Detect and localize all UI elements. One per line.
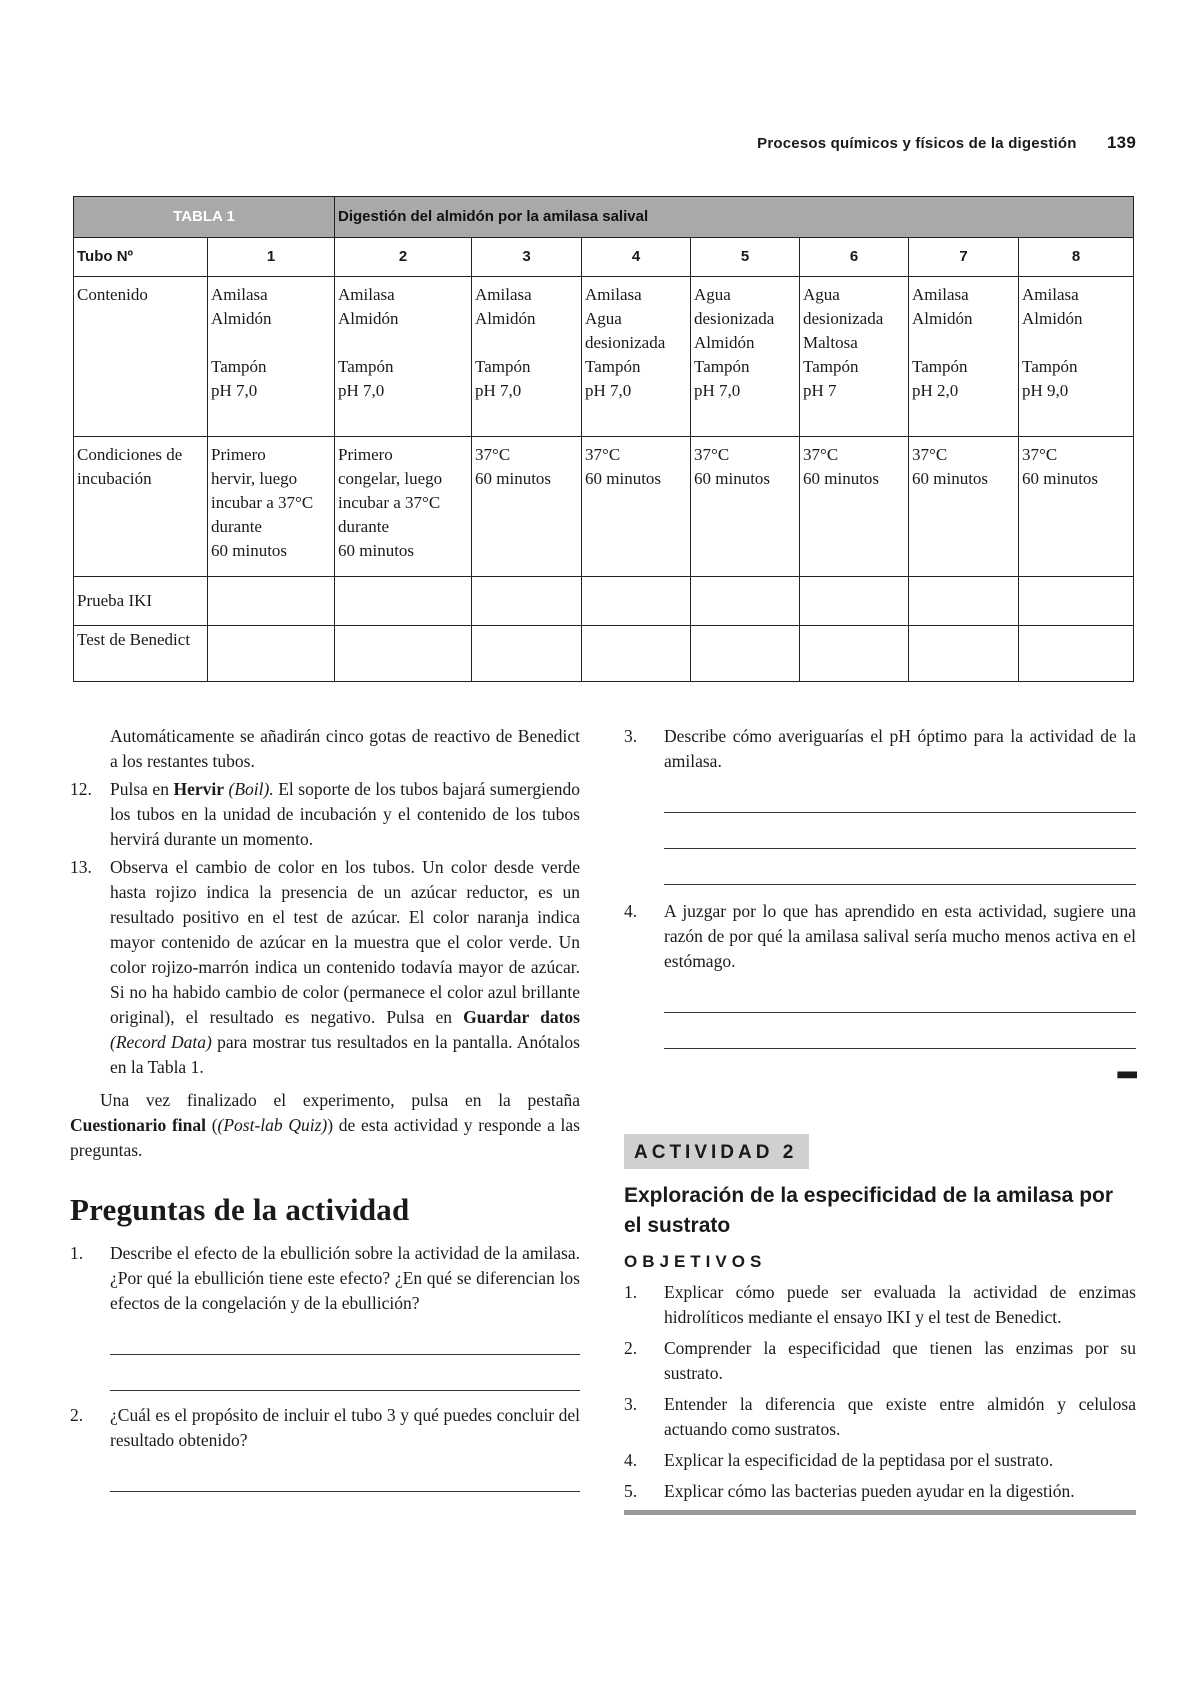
cell-line: Tampón (338, 357, 394, 376)
objective-text: Explicar la especificidad de la peptidasa por el sustrato. (664, 1450, 1054, 1470)
question-4 (624, 899, 1136, 974)
objective-number: 5. (624, 1481, 638, 1501)
cell-line: 37°C (912, 445, 948, 464)
table-cell (909, 277, 1019, 437)
table-cell (208, 277, 335, 437)
objective-item (624, 1448, 1136, 1473)
cell-line: Almidón (211, 309, 272, 328)
table-row-condiciones (74, 437, 1134, 577)
cell-line: incubar a 37°C (211, 493, 314, 512)
table-cell (1019, 437, 1134, 577)
cell-line: desionizada (803, 309, 884, 328)
step-number: 12. (70, 779, 92, 799)
activity-label: ACTIVIDAD 2 (624, 1134, 809, 1169)
questions-heading: Preguntas de la actividad (70, 1192, 410, 1227)
row-label: Condiciones de incubación (74, 437, 208, 577)
cell-line: durante (211, 517, 262, 536)
table-cell (909, 437, 1019, 577)
cell-line: Maltosa (803, 333, 858, 352)
cell-line: pH 7,0 (694, 381, 741, 400)
question-text: ¿Cuál es el propósito de incluir el tubo 3 y qué puedes concluir del resultado obtenido? (110, 1405, 580, 1450)
cell-line: Primero (338, 445, 393, 464)
ui-term: Guardar datos (463, 1007, 580, 1027)
answer-line[interactable] (664, 977, 1136, 1013)
cell-line: Agua (585, 309, 622, 328)
row-label: Test de Benedict (74, 626, 208, 682)
table-cell (335, 277, 472, 437)
cell-line: durante (338, 517, 389, 536)
step-text: Observa el cambio de color en los tubos. Un color desde verde hasta rojizo indica la presencia de un azúcar reductor, es un resultado positivo en el test de azúcar. El color naranja indica mayor contenido de azúcar en la muestra que el color verde. Un color rojizo-marrón indica un contenido todavía mayor de azúcar. Si no ha habido cambio de color (permanece el color azul brillante original), el resultado es negativo. Pulsa en (110, 857, 580, 1027)
cell-line: Tampón (475, 357, 531, 376)
cell-line: Almidón (912, 309, 973, 328)
cell-line: Amilasa (338, 285, 395, 304)
cell-line: Tampón (912, 357, 968, 376)
final-paragraph: Una vez finalizado el experimento, pulsa en la pestaña Cuestionario final ((Post-lab Quiz)) de esta actividad y responde a las preguntas. (70, 1090, 580, 1160)
cell-line: pH 7,0 (475, 381, 522, 400)
cell-line: 37°C (585, 445, 621, 464)
objectives-heading: OBJETIVOS (624, 1252, 767, 1271)
ui-term: Cuestionario final (70, 1115, 206, 1135)
cell-line: hervir, luego (211, 469, 298, 488)
table-label: TABLA 1 (74, 197, 335, 238)
table-cell[interactable] (582, 626, 691, 682)
cell-line (475, 331, 578, 355)
table-header-row (74, 197, 1134, 238)
cell-line: Amilasa (585, 285, 642, 304)
cell-line: desionizada (694, 309, 775, 328)
question-1 (70, 1241, 580, 1316)
cell-line (912, 331, 1015, 355)
objective-text: Explicar cómo puede ser evaluada la actividad de enzimas hidrolíticos mediante el ensayo IKI y el test de Benedict. (664, 1282, 1136, 1327)
question-number: 2. (70, 1405, 84, 1425)
cell-line: congelar, luego (338, 469, 443, 488)
objective-item (624, 1479, 1136, 1504)
table-cell (800, 277, 909, 437)
objective-item (624, 1336, 1136, 1386)
step-13 (70, 855, 580, 1080)
running-head-title: Procesos químicos y físicos de la digestión (757, 135, 1077, 152)
table-cell (691, 277, 800, 437)
objective-text: Explicar cómo las bacterias pueden ayudar en la digestión. (664, 1481, 1075, 1501)
tube-label: Tubo Nº (74, 238, 208, 277)
cell-line: 60 minutos (211, 541, 288, 560)
table-cell (472, 437, 582, 577)
table-cell[interactable] (909, 577, 1019, 626)
table-cell[interactable] (1019, 626, 1134, 682)
question-text: Describe cómo averiguarías el pH óptimo para la actividad de la amilasa. (664, 726, 1136, 771)
step-text: para mostrar tus resultados en la pantalla. Anótalos en la Tabla 1. (110, 1032, 580, 1077)
cell-line (1022, 331, 1130, 355)
cell-line: Agua (803, 285, 840, 304)
objective-text: Comprender la especificidad que tienen las enzimas por su sustrato. (664, 1338, 1136, 1383)
tube-number: 4 (582, 238, 691, 277)
cell-line: Almidón (338, 309, 399, 328)
activity-title: Exploración de la especificidad de la amilasa por el sustrato (624, 1184, 1114, 1237)
row-label: Contenido (74, 277, 208, 437)
cell-line: Tampón (211, 357, 267, 376)
objective-text: Entender la diferencia que existe entre almidón y celulosa actuando como sustratos. (664, 1394, 1136, 1439)
cell-line: 60 minutos (585, 469, 662, 488)
answer-line[interactable] (664, 777, 1136, 813)
question-text: A juzgar por lo que has aprendido en esta actividad, sugiere una razón de por qué la amilasa salival sería mucho menos activa en el estómago. (664, 901, 1136, 971)
cell-line (211, 331, 331, 355)
ui-term: Hervir (173, 779, 224, 799)
cell-line: 60 minutos (694, 469, 771, 488)
row-label: Prueba IKI (74, 577, 208, 626)
objective-item (624, 1280, 1136, 1330)
table-cell[interactable] (208, 626, 335, 682)
para-text: de esta actividad y responde a las preguntas. (70, 1115, 580, 1160)
cell-line: 60 minutos (912, 469, 989, 488)
section-end-mark: ■■■ (1116, 1068, 1136, 1083)
cell-line: 60 minutos (1022, 469, 1099, 488)
question-number: 3. (624, 726, 638, 746)
answer-line[interactable] (110, 1319, 580, 1355)
answer-line[interactable] (110, 1456, 580, 1492)
tube-number: 5 (691, 238, 800, 277)
ui-term-english: (Record Data) (110, 1032, 212, 1052)
objectives-list (624, 1280, 1136, 1504)
cell-line: Tampón (694, 357, 750, 376)
table-cell[interactable] (800, 577, 909, 626)
left-column (70, 724, 580, 1492)
cell-line: 60 minutos (803, 469, 880, 488)
cell-line: Amilasa (475, 285, 532, 304)
table-cell (208, 437, 335, 577)
step-text: Pulsa en (110, 779, 174, 799)
tube-number: 8 (1019, 238, 1134, 277)
table-cell[interactable] (472, 577, 582, 626)
table-cell[interactable] (691, 626, 800, 682)
tube-number: 3 (472, 238, 582, 277)
question-2 (70, 1403, 580, 1453)
cell-line: Almidón (1022, 309, 1083, 328)
step-text: El soporte de los tubos bajará sumergiendo los tubos en la unidad de incubación y el contenido de los tubos hervirá durante un momento. (110, 779, 580, 849)
tube-number: 7 (909, 238, 1019, 277)
cell-line: Primero (211, 445, 266, 464)
tube-number: 2 (335, 238, 472, 277)
cell-line: Tampón (585, 357, 641, 376)
cell-line: pH 9,0 (1022, 381, 1069, 400)
table-cell (691, 437, 800, 577)
answer-line[interactable] (664, 813, 1136, 849)
tube-number: 6 (800, 238, 909, 277)
table-row-contenido (74, 277, 1134, 437)
table-cell[interactable] (335, 626, 472, 682)
table-cell (582, 437, 691, 577)
cell-line: Amilasa (912, 285, 969, 304)
table-cell[interactable] (472, 626, 582, 682)
ui-term-english: (Boil). (228, 779, 274, 799)
question-number: 4. (624, 901, 638, 921)
table-1 (73, 196, 1134, 682)
step-number: 13. (70, 857, 92, 877)
question-number: 1. (70, 1243, 84, 1263)
table-cell[interactable] (1019, 577, 1134, 626)
table-cell (335, 437, 472, 577)
table-cell (800, 437, 909, 577)
objective-number: 2. (624, 1338, 638, 1358)
cell-line: pH 7,0 (338, 381, 385, 400)
table-cell[interactable] (691, 577, 800, 626)
answer-line[interactable] (110, 1355, 580, 1391)
tube-number-row (74, 238, 1134, 277)
cell-line: pH 7,0 (211, 381, 258, 400)
question-text: Describe el efecto de la ebullición sobre la actividad de la amilasa. ¿Por qué la ebullición tiene este efecto? ¿En qué se diferencian los efectos de la congelación y de la ebullición? (110, 1243, 580, 1313)
continuation-text: Automáticamente se añadirán cinco gotas de reactivo de Benedict a los restantes tubos. (110, 726, 580, 771)
cell-line: incubar a 37°C (338, 493, 441, 512)
cell-line: Amilasa (1022, 285, 1079, 304)
table-cell (1019, 277, 1134, 437)
page-number: 139 (1107, 133, 1136, 152)
table-row-prueba-iki (74, 577, 1134, 626)
cell-line: Tampón (1022, 357, 1078, 376)
cell-line: 60 minutos (338, 541, 415, 560)
answer-line[interactable] (664, 1013, 1136, 1049)
table-cell (582, 277, 691, 437)
cell-line: Almidón (475, 309, 536, 328)
cell-line: Agua (694, 285, 731, 304)
cell-line: pH 7,0 (585, 381, 632, 400)
cell-line: 37°C (803, 445, 839, 464)
cell-line: desionizada (585, 333, 666, 352)
table-row-test-benedict (74, 626, 1134, 682)
question-3 (624, 724, 1136, 774)
tube-number: 1 (208, 238, 335, 277)
table-cell[interactable] (909, 626, 1019, 682)
objective-number: 1. (624, 1282, 638, 1302)
right-column (624, 724, 1136, 1515)
cell-line: Amilasa (211, 285, 268, 304)
step-12 (70, 777, 580, 852)
table-cell[interactable] (208, 577, 335, 626)
objective-item (624, 1392, 1136, 1442)
table-caption: Digestión del almidón por la amilasa salival (335, 197, 1134, 238)
cell-line: pH 7 (803, 381, 837, 400)
cell-line (338, 331, 468, 355)
cell-line: Almidón (694, 333, 755, 352)
objective-number: 3. (624, 1394, 638, 1414)
running-head (757, 133, 1136, 153)
para-text: Una vez finalizado el experimento, pulsa en la pestaña (100, 1090, 580, 1110)
cell-line: Tampón (803, 357, 859, 376)
objective-number: 4. (624, 1450, 638, 1470)
cell-line: 37°C (1022, 445, 1058, 464)
table-cell[interactable] (582, 577, 691, 626)
ui-term-english: (Post-lab Quiz) (217, 1115, 328, 1135)
cell-line: 37°C (475, 445, 511, 464)
objectives-rule (624, 1510, 1136, 1515)
cell-line: 37°C (694, 445, 730, 464)
answer-line[interactable] (664, 849, 1136, 885)
table-cell (472, 277, 582, 437)
cell-line: 60 minutos (475, 469, 552, 488)
table-cell[interactable] (335, 577, 472, 626)
cell-line: pH 2,0 (912, 381, 959, 400)
table-cell[interactable] (800, 626, 909, 682)
